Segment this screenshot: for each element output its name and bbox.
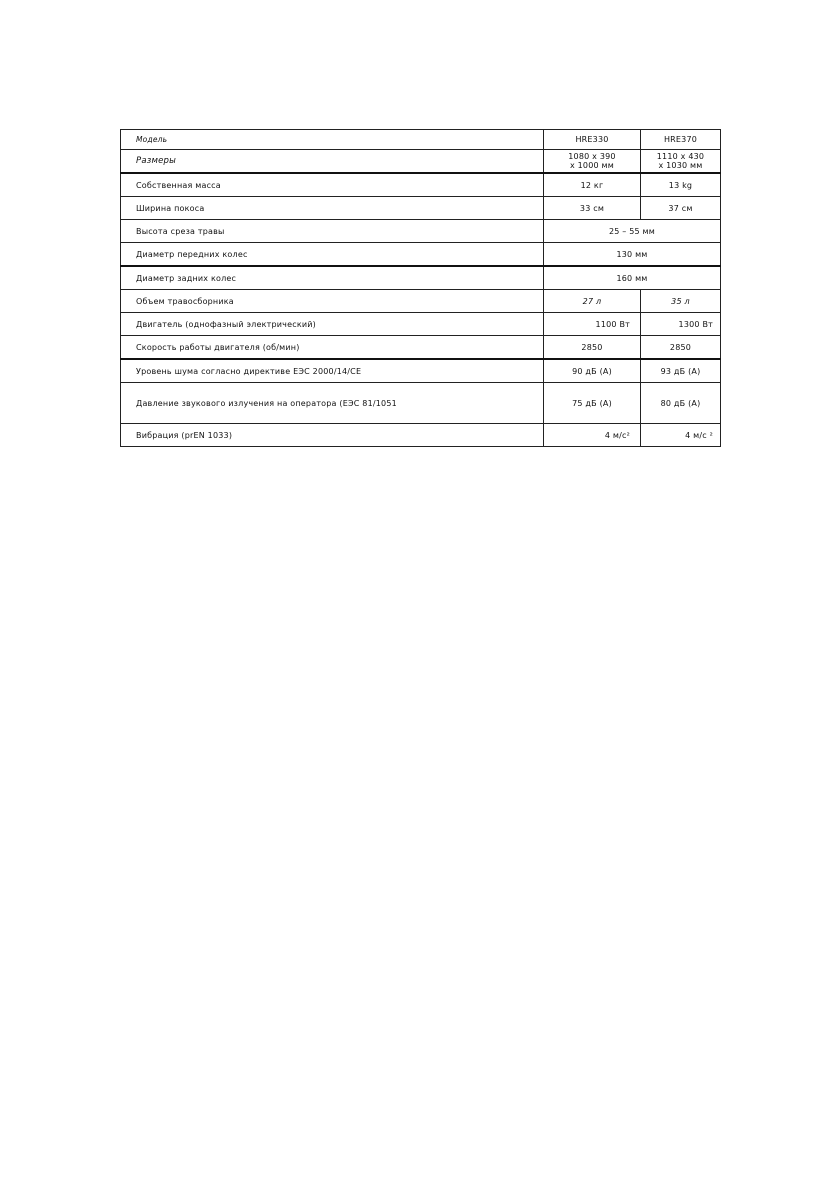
rear-wheel-diameter-value: 160 мм [544, 266, 721, 290]
sound-pressure-hre370: 80 дБ (А) [641, 383, 721, 424]
front-wheel-diameter-value: 130 мм [544, 243, 721, 267]
table-row-vibration [121, 424, 721, 447]
specifications-table [120, 129, 721, 447]
header-model-hre330: HRE330 [544, 130, 641, 150]
noise-level-hre370: 93 дБ (А) [641, 359, 721, 383]
weight-hre330: 12 кг [544, 173, 641, 197]
motor-hre370: 1300 Вт [641, 313, 721, 336]
table-row-weight [121, 173, 721, 197]
header-model-hre370: HRE370 [641, 130, 721, 150]
vibration-hre330: 4 м/с² [544, 424, 641, 447]
row-label: Уровень шума согласно директиве ЕЭС 2000/14/CE [121, 359, 544, 383]
cutting-height-value: 25 – 55 мм [544, 220, 721, 243]
grass-bag-volume-hre370: 35 л [641, 290, 721, 313]
dimensions-hre370 [641, 150, 721, 174]
table-row-sound-pressure [121, 383, 721, 424]
row-label: Скорость работы двигателя (об/мин) [121, 336, 544, 360]
row-label: Диаметр передних колес [121, 243, 544, 267]
row-label: Двигатель (однофазный электрический) [121, 313, 544, 336]
table-row-motor-speed [121, 336, 721, 360]
row-label: Давление звукового излучения на оператора (ЕЭС 81/1051 [121, 383, 544, 424]
noise-level-hre330: 90 дБ (А) [544, 359, 641, 383]
motor-hre330: 1100 Вт [544, 313, 641, 336]
table-row-cutting-width [121, 197, 721, 220]
row-label: Собственная масса [121, 173, 544, 197]
dimensions-hre330 [544, 150, 641, 174]
dimensions-hre370-line2: x 1030 мм [658, 161, 703, 170]
table-row-motor [121, 313, 721, 336]
table-row-rear-wheel-diameter [121, 266, 721, 290]
dimensions-hre370-line1: 1110 x 430 [656, 152, 705, 161]
table-row-dimensions [121, 150, 721, 174]
sound-pressure-hre330: 75 дБ (А) [544, 383, 641, 424]
dimensions-hre330-line2: x 1000 мм [569, 161, 615, 170]
table-row-noise-level [121, 359, 721, 383]
row-label: Ширина покоса [121, 197, 544, 220]
table-header-row [121, 130, 721, 150]
row-label: Размеры [121, 150, 544, 174]
vibration-hre370: 4 м/с ² [641, 424, 721, 447]
cutting-width-hre370: 37 см [641, 197, 721, 220]
row-label: Объем травосборника [121, 290, 544, 313]
table-row-cutting-height [121, 220, 721, 243]
dimensions-hre330-line1: 1080 x 390 [568, 152, 616, 161]
cutting-width-hre330: 33 см [544, 197, 641, 220]
grass-bag-volume-hre330: 27 л [544, 290, 641, 313]
row-label: Высота среза травы [121, 220, 544, 243]
table-row-front-wheel-diameter [121, 243, 721, 267]
weight-hre370: 13 kg [641, 173, 721, 197]
row-label: Вибрация (prEN 1033) [121, 424, 544, 447]
row-label: Диаметр задних колес [121, 266, 544, 290]
motor-speed-hre370: 2850 [641, 336, 721, 360]
header-model-label: Модель [121, 130, 544, 150]
table-row-grass-bag-volume [121, 290, 721, 313]
motor-speed-hre330: 2850 [544, 336, 641, 360]
